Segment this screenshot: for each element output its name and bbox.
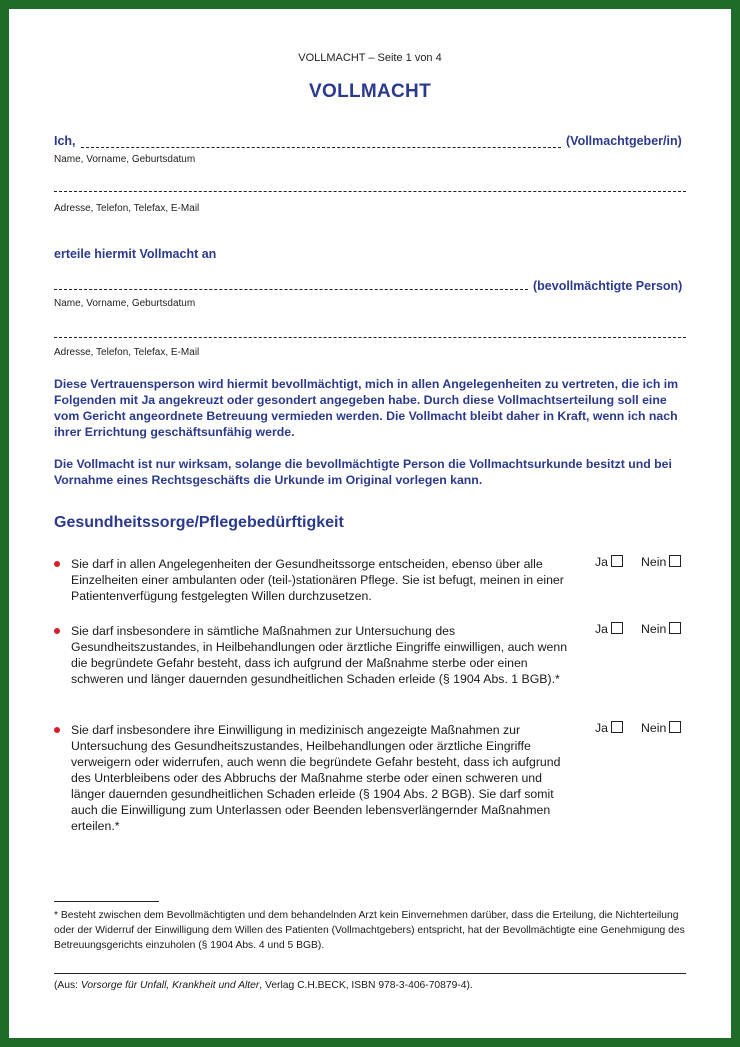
- source-rule: [54, 973, 686, 974]
- no-option[interactable]: [641, 721, 681, 735]
- no-label: Nein: [641, 721, 667, 735]
- no-checkbox[interactable]: [669, 622, 681, 634]
- intro-paragraph: Diese Vertrauensperson wird hiermit bevollmächtigt, mich in allen Angelegenheiten zu vertreten, die ich im Folgenden mit Ja angekreuzt oder gesondert angegeben habe. Durch diese Vollmachtserteilung soll eine vom Gericht angeordnete Betreuung vermieden werden. Die Vollmacht bleibt daher in Kraft, wenn ich nach ihrer Errichtung geschäftsunfähig werde.: [54, 377, 679, 439]
- yes-checkbox[interactable]: [611, 555, 623, 567]
- agent-name-line[interactable]: [54, 289, 528, 290]
- yes-option[interactable]: [595, 555, 623, 569]
- grant-line: erteile hiermit Vollmacht an: [54, 247, 217, 261]
- bullet-icon: [54, 628, 60, 634]
- principal-address-line[interactable]: [54, 191, 686, 192]
- principal-prefix: Ich,: [54, 134, 76, 148]
- yes-label: Ja: [595, 721, 608, 735]
- yes-checkbox[interactable]: [611, 622, 623, 634]
- bullet-icon: [54, 727, 60, 733]
- document-page: [9, 9, 731, 1038]
- agent-role: (bevollmächtigte Person): [533, 279, 683, 293]
- page-header: VOLLMACHT – Seite 1 von 4: [298, 52, 442, 64]
- principal-name-caption: Name, Vorname, Geburtsdatum: [54, 154, 196, 165]
- footnote-rule: [54, 901, 159, 902]
- no-option[interactable]: [641, 555, 681, 569]
- principal-address-caption: Adresse, Telefon, Telefax, E-Mail: [54, 203, 200, 214]
- page-frame: [9, 9, 731, 1038]
- document-title: VOLLMACHT: [309, 81, 431, 102]
- intro-paragraph: Die Vollmacht ist nur wirksam, solange die bevollmächtigte Person die Vollmachtsurkunde besitzt und bei Vornahme eines Rechtsgeschäfts die Urkunde im Original vorlegen kann.: [54, 457, 672, 487]
- no-checkbox[interactable]: [669, 555, 681, 567]
- section-title: Gesundheitssorge/Pflegebedürftigkeit: [54, 514, 344, 531]
- yes-checkbox[interactable]: [611, 721, 623, 733]
- yes-label: Ja: [595, 555, 608, 569]
- bullet-icon: [54, 561, 60, 567]
- agent-address-caption: Adresse, Telefon, Telefax, E-Mail: [54, 347, 200, 358]
- no-label: Nein: [641, 555, 667, 569]
- source-book-title: Vorsorge für Unfall, Krankheit und Alter: [80, 980, 260, 991]
- agent-address-line[interactable]: [54, 337, 686, 338]
- principal-role: (Vollmachtgeber/in): [566, 134, 682, 148]
- yes-option[interactable]: [595, 721, 623, 735]
- item-text: Sie darf insbesondere in sämtliche Maßnahmen zur Untersuchung des Gesundheitszustandes, in Heilbehandlungen oder ärztliche Eingriffe einwilligen, auch wenn die begründete Gefahr besteht, dass ich aufgrund der Maßnahme sterbe oder einen schweren und länger dauernden gesundheitlichen Schaden erleide (§ 1904 Abs. 1 BGB).*: [71, 624, 568, 686]
- no-option[interactable]: [641, 622, 681, 636]
- footnote: * Besteht zwischen dem Bevollmächtigten und dem behandelnden Arzt kein Einvernehmen darüber, dass die Erteilung, die Nichterteilung oder der Widerruf der Einwilligung dem Willen des Patienten (Vollmachtgebers) entspricht, hat der Bevollmächtigte eine Genehmigung des Betreuungsgerichts einzuholen (§ 1904 Abs. 4 und 5 BGB).: [54, 910, 685, 951]
- source-prefix: (Aus:: [54, 980, 81, 991]
- source-citation: [54, 978, 694, 993]
- yes-option[interactable]: [595, 622, 623, 636]
- agent-name-caption: Name, Vorname, Geburtsdatum: [54, 298, 196, 309]
- item-text: Sie darf insbesondere ihre Einwilligung in medizinisch angezeigte Maßnahmen zur Untersuchung des Gesundheitszustandes, Heilbehandlungen oder ärztliche Eingriffe verweigern oder widerrufen, auch wenn die begründete Gefahr besteht, dass ich aufgrund des Unterbleibens oder des Abbruchs der Maßnahme sterbe oder einen schweren und länger dauernden gesundheitlichen Schaden erleide (§ 1904 Abs. 2 BGB). Sie darf somit auch die Einwilligung zum Unterlassen oder Beenden lebensverlängernder Maßnahmen erteilen.*: [71, 723, 561, 833]
- yes-label: Ja: [595, 622, 608, 636]
- no-label: Nein: [641, 622, 667, 636]
- no-checkbox[interactable]: [669, 721, 681, 733]
- item-text: Sie darf in allen Angelegenheiten der Gesundheitssorge entscheiden, ebenso über alle Einzelheiten einer ambulanten oder (teil-)stationären Pflege. Sie ist befugt, meinen in einer Patientenverfügung festgelegten Willen durchzusetzen.: [71, 557, 564, 603]
- principal-name-line[interactable]: [81, 147, 561, 148]
- source-suffix: , Verlag C.H.BECK, ISBN 978-3-406-70879-4).: [259, 980, 473, 991]
